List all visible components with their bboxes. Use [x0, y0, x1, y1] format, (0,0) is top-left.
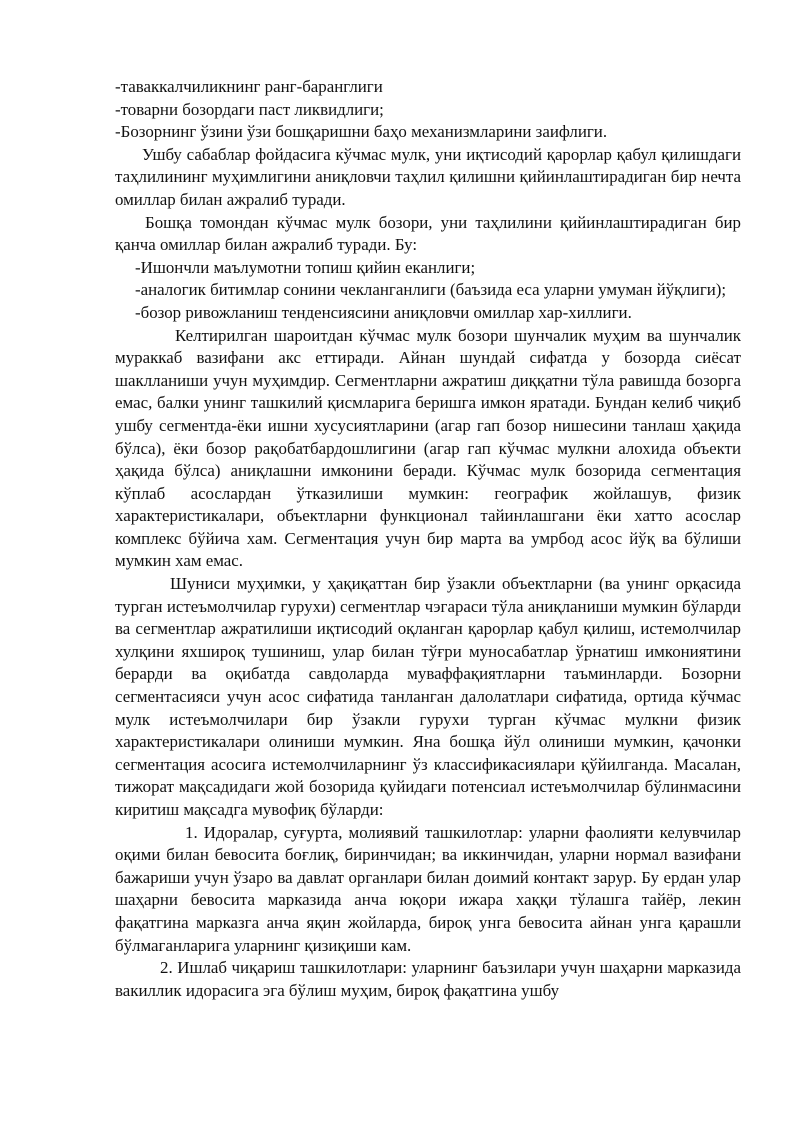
paragraph: Келтирилган шароитдан кўчмас мулк бозори шунчалик муҳим ва шунчалик мураккаб вазифани акс еттиради. Айнан шундай сифатда у бозорда сиёсат шаклланиши учун муҳимдир. Сегментларни ажратиш диққатни тўла равишда бозорга емас, балки унинг ташкилий қисмларига беришга имкон яратади. Бундан келиб чиқиб ушбу сегментда-ёки ишни хусусиятларини (агар гап бозор нишесини танлаш ҳақида бўлса), ёки бозор рақобатбардошлигини (агар гап кўчмас мулкни алохида объекти ҳақида бўлса) аниқлашни имконини беради. Кўчмас мулк бозорида сегментация кўплаб асослардан ўтказилиши мумкин: географик жойлашув, физик характеристикалари, объектларни функционал тайинлашгани ёки хатто асослар комплекс бўйича хам. Сегментация учун бир марта ва умрбод асос йўқ ва бўлиши мумкин хам емас. — [115, 325, 741, 571]
list-item: -бозор ривожланиш тенденсиясини аниқловчи омиллар хар-хиллиги. — [135, 302, 632, 322]
paragraph: Ушбу сабаблар фойдасига кўчмас мулк, уни иқтисодий қарорлар қабул қилишдаги таҳлилининг муҳимлигини аниқловчи таҳлил қилишни қийинлаштирадиган бир нечта омиллар билан ажралиб туради. — [115, 144, 741, 209]
list-item: -товарни бозордаги паст ликвидлиги; — [115, 99, 384, 119]
numbered-item: 2. Ишлаб чиқариш ташкилотлари: уларнинг баъзилари учун шаҳарни марказида вакиллик идорасига эга бўлиш муҳим, бироқ фақатгина ушбу — [115, 958, 741, 1000]
paragraph: Шуниси муҳимки, у ҳақиқаттан бир ўзакли объектларни (ва унинг орқасида турган истеъмолчилар гурухи) сегментлар чэгараси тўла аниқланиши мумкин бўларди ва сегментлар ажратилиши иқтисодий оқланган қарорлар қабул қилиш, истемолчилар хулқини яхшироқ тушиниш, улар билан тўғри муносабатлар ўрнатиш имкониятини берарди ва оқибатда савдоларда муваффақиятларни таъминларди. Бозорни сегментасияси учун асос сифатида танланган далолатлари сифатида, ортида кўчмас мулк истеъмолчилари бир ўзакли гурухи турган кўчмас мулкни физик характеристикалари олиниши мумкин. Яна бошқа йўл олиниши мумкин, қачонки сегментация асосига истемолчиларнинг ўз классификасиялари қўйилганда. Масалан, тижорат мақсадидаги жой бозорида қуйидаги потенсиал истеъмолчилар бўлинмасини киритиш мақсадга мувофиқ бўларди: — [115, 574, 741, 819]
list-item: -Бозорнинг ўзини ўзи бошқаришни баҳо механизмларини заифлиги. — [115, 122, 608, 142]
numbered-item: 1. Идоралар, суғурта, молиявий ташкилотлар: уларни фаолияти келувчилар оқими билан бевосита боғлиқ, биринчидан; ва иккинчидан, уларни нормал вазифани бажариши учун ўзаро ва давлат органлари билан доимий контакт зарур. Бу ердан улар шаҳарни бевосита марказида анча юқори ижара хаққи тўлашга тайёр, лекин фақатгина марказга анча яқин жойларда, бироқ унга бевосита айнан унга қарашли бўлмаганларига уларнинг қизиқиши кам. — [115, 822, 741, 955]
paragraph: Бошқа томондан кўчмас мулк бозори, уни таҳлилини қийинлаштирадиган бир қанча омиллар билан ажралиб туради. Бу: — [115, 212, 741, 255]
list-item: -Ишончли маълумотни топиш қийин еканлиги; — [135, 257, 476, 277]
list-item: -таваккалчиликнинг ранг-баранглиги — [115, 77, 383, 96]
document-page — [115, 76, 741, 1002]
list-item: -аналогик битимлар сонини чекланганлиги (баъзида еса уларни умуман йўқлиги); — [135, 280, 727, 300]
